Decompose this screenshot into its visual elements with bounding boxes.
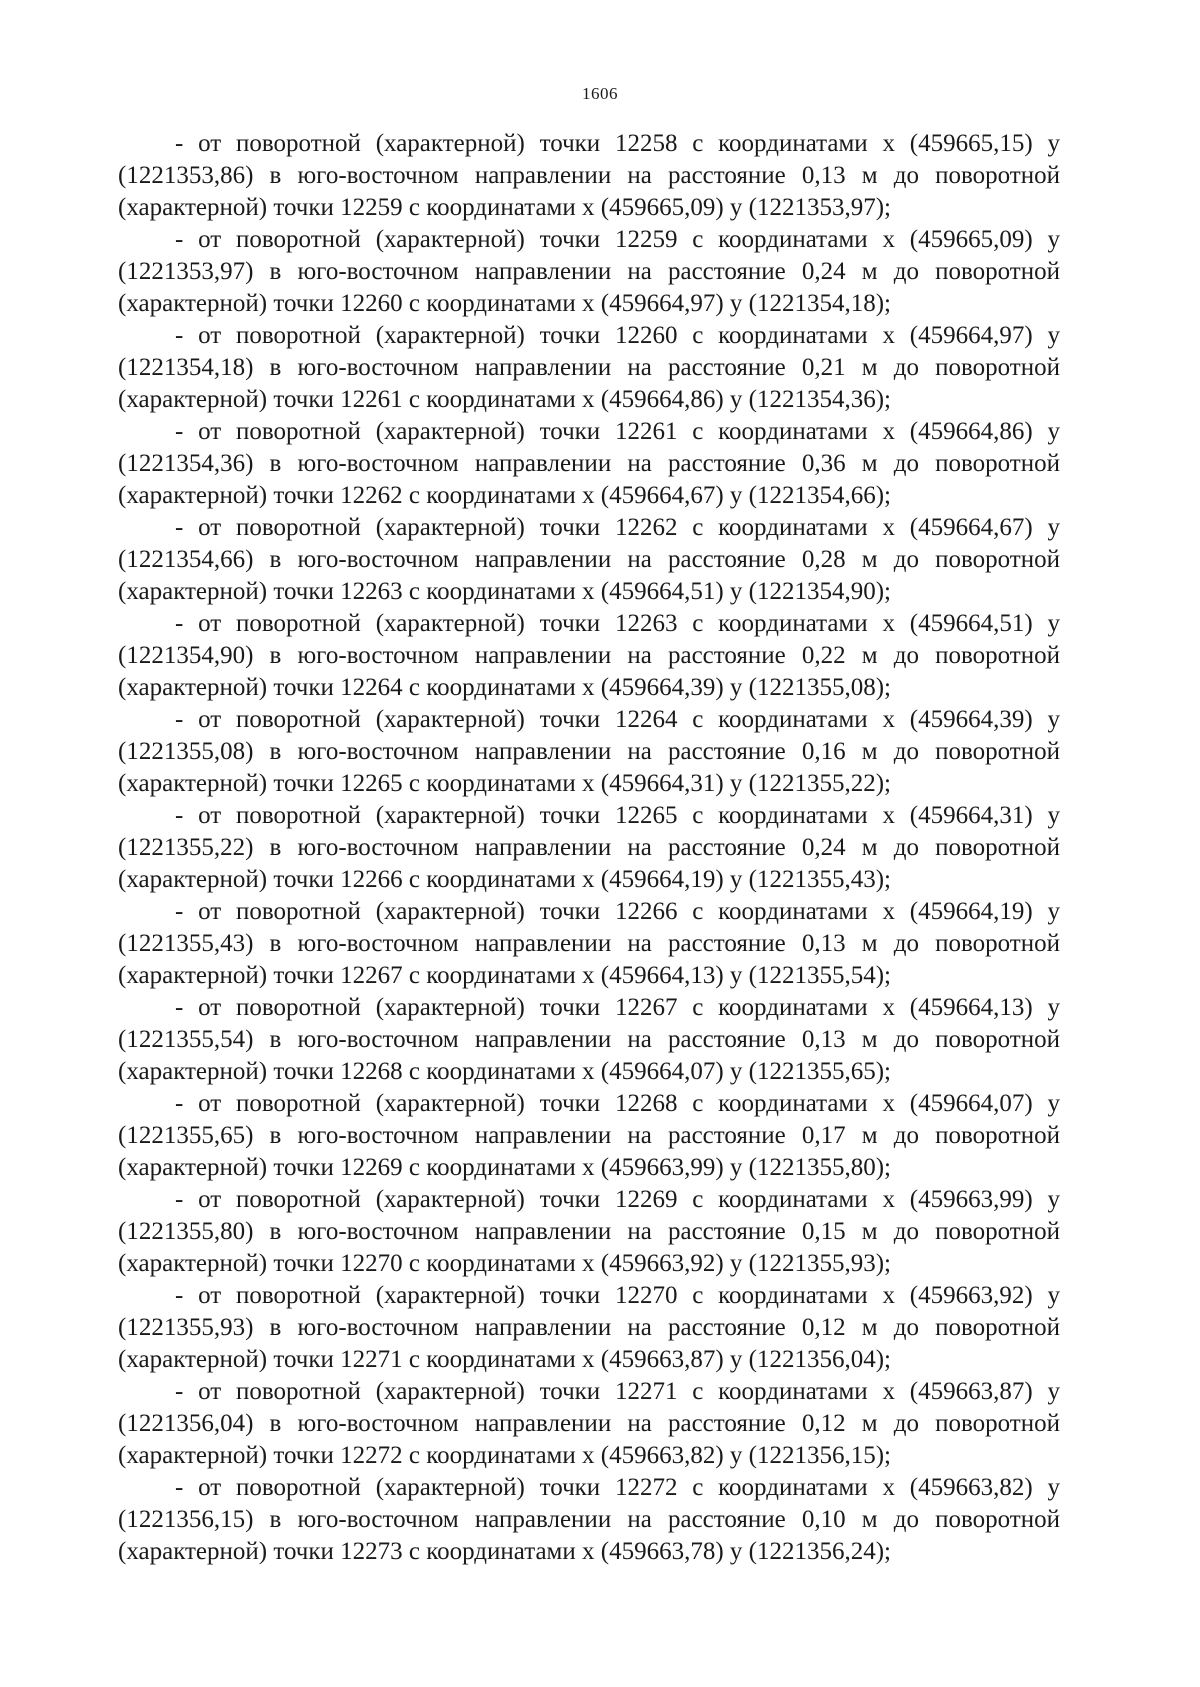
boundary-point-paragraph: - от поворотной (характерной) точки 12270 с координатами x (459663,92) y (1221355,93) в юго-восточном направлении на расстояние 0,12 м до поворотной (характерной) точки 12271 с координатами x (459663,87) y (1221356,04); — [118, 1282, 1060, 1373]
boundary-point-paragraph: - от поворотной (характерной) точки 12268 с координатами x (459664,07) y (1221355,65) в юго-восточном направлении на расстояние 0,17 м до поворотной (характерной) точки 12269 с координатами x (459663,99) y (1221355,80); — [118, 1090, 1060, 1181]
boundary-point-paragraph: - от поворотной (характерной) точки 12263 с координатами x (459664,51) y (1221354,90) в юго-восточном направлении на расстояние 0,22 м до поворотной (характерной) точки 12264 с координатами x (459664,39) y (1221355,08); — [118, 610, 1060, 701]
boundary-point-paragraph: - от поворотной (характерной) точки 12264 с координатами x (459664,39) y (1221355,08) в юго-восточном направлении на расстояние 0,16 м до поворотной (характерной) точки 12265 с координатами x (459664,31) y (1221355,22); — [118, 706, 1060, 797]
boundary-point-paragraph: - от поворотной (характерной) точки 12260 с координатами x (459664,97) y (1221354,18) в юго-восточном направлении на расстояние 0,21 м до поворотной (характерной) точки 12261 с координатами x (459664,86) y (1221354,36); — [118, 322, 1060, 413]
boundary-point-paragraph: - от поворотной (характерной) точки 12267 с координатами x (459664,13) y (1221355,54) в юго-восточном направлении на расстояние 0,13 м до поворотной (характерной) точки 12268 с координатами x (459664,07) y (1221355,65); — [118, 994, 1060, 1085]
boundary-point-paragraph: - от поворотной (характерной) точки 12258 с координатами x (459665,15) y (1221353,86) в юго-восточном направлении на расстояние 0,13 м до поворотной (характерной) точки 12259 с координатами x (459665,09) y (1221353,97); — [118, 130, 1060, 221]
page-number: 1606 — [582, 84, 618, 103]
boundary-point-paragraph: - от поворотной (характерной) точки 12262 с координатами x (459664,67) y (1221354,66) в юго-восточном направлении на расстояние 0,28 м до поворотной (характерной) точки 12263 с координатами x (459664,51) y (1221354,90); — [118, 514, 1060, 605]
boundary-point-paragraph: - от поворотной (характерной) точки 12269 с координатами x (459663,99) y (1221355,80) в юго-восточном направлении на расстояние 0,15 м до поворотной (характерной) точки 12270 с координатами x (459663,92) y (1221355,93); — [118, 1186, 1060, 1277]
document-body — [118, 128, 1060, 1568]
boundary-point-paragraph: - от поворотной (характерной) точки 12272 с координатами x (459663,82) y (1221356,15) в юго-восточном направлении на расстояние 0,10 м до поворотной (характерной) точки 12273 с координатами x (459663,78) y (1221356,24); — [118, 1474, 1060, 1565]
boundary-point-paragraph: - от поворотной (характерной) точки 12271 с координатами x (459663,87) y (1221356,04) в юго-восточном направлении на расстояние 0,12 м до поворотной (характерной) точки 12272 с координатами x (459663,82) y (1221356,15); — [118, 1378, 1060, 1469]
boundary-point-paragraph: - от поворотной (характерной) точки 12266 с координатами x (459664,19) y (1221355,43) в юго-восточном направлении на расстояние 0,13 м до поворотной (характерной) точки 12267 с координатами x (459664,13) y (1221355,54); — [118, 898, 1060, 989]
boundary-point-paragraph: - от поворотной (характерной) точки 12259 с координатами x (459665,09) y (1221353,97) в юго-восточном направлении на расстояние 0,24 м до поворотной (характерной) точки 12260 с координатами x (459664,97) y (1221354,18); — [118, 226, 1060, 317]
boundary-point-paragraph: - от поворотной (характерной) точки 12261 с координатами x (459664,86) y (1221354,36) в юго-восточном направлении на расстояние 0,36 м до поворотной (характерной) точки 12262 с координатами x (459664,67) y (1221354,66); — [118, 418, 1060, 509]
boundary-point-paragraph: - от поворотной (характерной) точки 12265 с координатами x (459664,31) y (1221355,22) в юго-восточном направлении на расстояние 0,24 м до поворотной (характерной) точки 12266 с координатами x (459664,19) y (1221355,43); — [118, 802, 1060, 893]
